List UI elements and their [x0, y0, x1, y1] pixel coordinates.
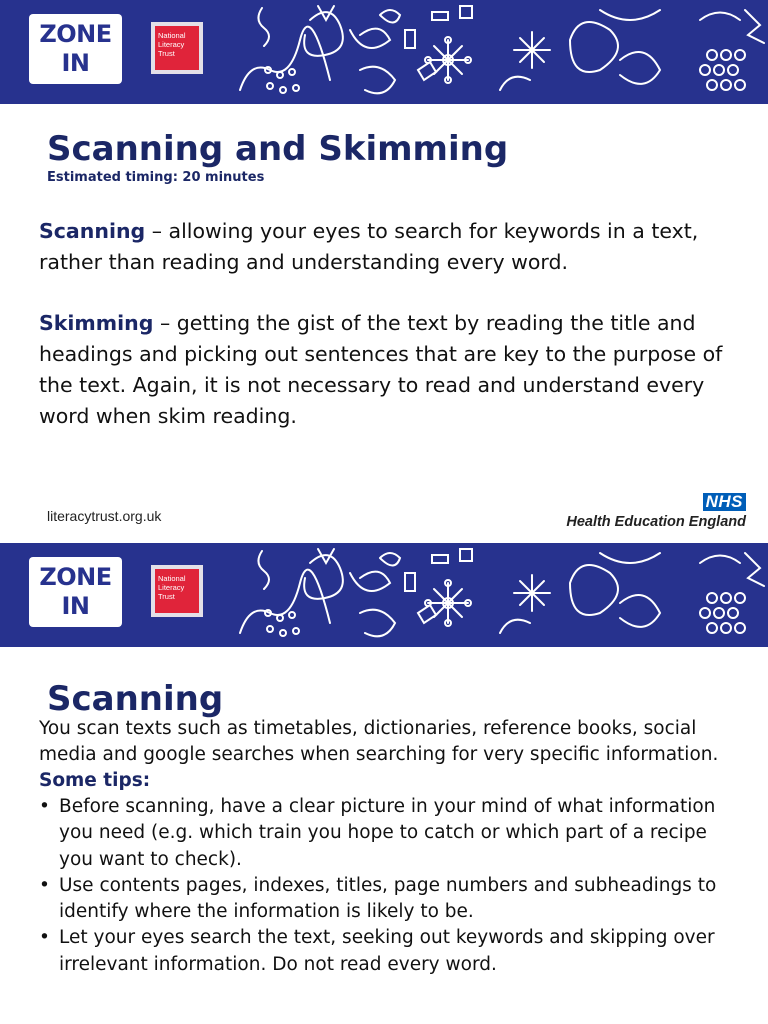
zone-in-badge	[29, 557, 122, 627]
nlt-line3: Trust	[158, 592, 175, 601]
footer-url: literacytrust.org.uk	[47, 508, 162, 524]
nlt-line2: Literacy	[158, 583, 185, 592]
header-banner	[0, 0, 768, 104]
nlt-line2: Literacy	[158, 40, 185, 49]
list-item	[39, 873, 739, 926]
tips-heading: Some tips:	[39, 770, 151, 791]
badge-line1: ZONE	[39, 563, 112, 591]
scanning-definition	[39, 216, 739, 278]
tip-text: Use contents pages, indexes, titles, page numbers and subheadings to identify where the information is likely to be.	[59, 874, 717, 923]
zone-in-badge	[29, 14, 122, 84]
slide-scanning	[0, 543, 768, 1024]
estimated-timing: Estimated timing: 20 minutes	[47, 170, 265, 185]
nlt-line1: National	[158, 574, 186, 583]
badge-line1: ZONE	[39, 20, 112, 48]
list-item	[39, 925, 739, 978]
nhs-logo: NHS	[703, 493, 746, 511]
national-literacy-trust-logo	[151, 22, 203, 74]
scanning-term: Scanning	[39, 219, 146, 243]
tips-list	[39, 794, 739, 978]
header-banner	[0, 543, 768, 647]
page-title: Scanning and Skimming	[47, 129, 509, 169]
scanning-text: – allowing your eyes to search for keywords in a text, rather than reading and understanding every word.	[39, 219, 699, 274]
health-education-england: Health Education England	[566, 514, 746, 530]
bullet-icon: •	[39, 796, 50, 817]
national-literacy-trust-logo	[151, 565, 203, 617]
badge-line2: IN	[61, 49, 90, 77]
nhs-hee-logo	[556, 493, 746, 533]
bullet-icon: •	[39, 874, 50, 896]
bullet-icon: •	[39, 927, 50, 949]
tip-text: Let your eyes search the text, seeking out keywords and skipping over irrelevant information. Do not read every word.	[59, 927, 715, 975]
list-item	[39, 794, 739, 873]
intro-paragraph: You scan texts such as timetables, dictionaries, reference books, social media and google searches when searching for very specific information.	[39, 718, 719, 765]
badge-line2: IN	[61, 592, 90, 620]
nlt-line3: Trust	[158, 49, 175, 58]
tip-text: Before scanning, have a clear picture in your mind of what information you need (e.g. which train you hope to catch or which part of a recipe you want to check).	[59, 796, 716, 870]
skimming-term: Skimming	[39, 311, 154, 335]
skimming-definition	[39, 308, 739, 432]
nlt-line1: National	[158, 31, 186, 40]
skimming-text: – getting the gist of the text by reading the title and headings and picking out sentences that are key to the purpose of the text. Again, it is not necessary to read and understand every word when skim reading.	[39, 311, 723, 428]
page-title: Scanning	[47, 679, 224, 719]
